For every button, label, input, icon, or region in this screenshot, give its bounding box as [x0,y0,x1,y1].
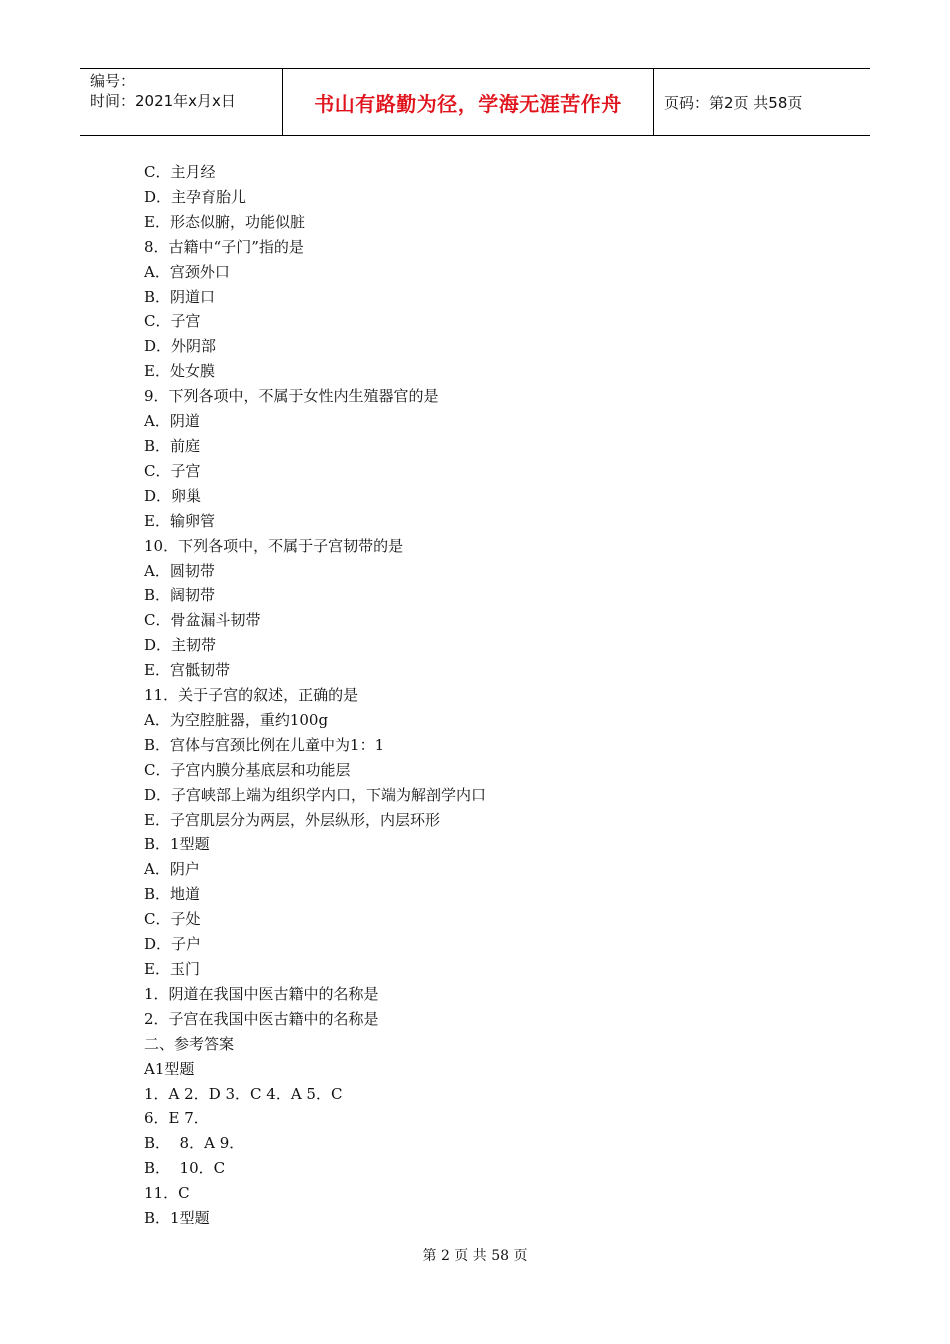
text-line: 2．子宫在我国中医古籍中的名称是 [144,1009,379,1028]
text-line: E．处女膜 [144,362,215,381]
text-line: A．阴道 [144,412,200,431]
text-line: 二、参考答案 [144,1034,235,1053]
footer-page-number: 第 2 页 共 58 页 [422,1248,528,1264]
text-line: C．子宫内膜分基底层和功能层 [144,760,351,779]
text-line: B．1型题 [144,835,210,854]
document-body [144,160,486,1231]
text-line: B． 10．C [144,1159,226,1178]
text-line: B．1型题 [144,1209,210,1228]
page-info: 页码：第2页 共58页 [664,93,803,112]
text-line: B．地道 [144,885,201,904]
text-line: 11．C [144,1184,190,1203]
text-line: C．骨盆漏斗韧带 [144,611,261,630]
text-line: D．主孕育胎儿 [144,187,247,206]
text-line: C．子宫 [144,461,201,480]
text-line: B． 8．A 9． [144,1134,245,1153]
text-line: 1．A 2．D 3．C 4．A 5．C [144,1084,343,1103]
text-line: B．阔韧带 [144,586,216,605]
page-header [80,68,870,136]
text-line: B．宫体与宫颈比例在儿童中为1：1 [144,735,385,754]
text-line: A．宫颈外口 [144,262,230,281]
text-line: E．玉门 [144,960,200,978]
text-line: A1型题 [144,1059,195,1078]
header-page-cell [654,69,870,135]
motto-text: 书山有路勤为径，学海无涯苦作舟 [314,91,622,116]
text-line: C．子处 [144,910,201,929]
text-line: B．前庭 [144,436,201,455]
text-line: E．形态似腑，功能似脏 [144,212,305,231]
text-line: E．宫骶韧带 [144,661,230,680]
header-meta [80,69,282,135]
text-line: C．主月经 [144,163,216,181]
text-line: E．输卵管 [144,511,215,530]
text-line: D．主韧带 [144,636,217,655]
text-line: 8．古籍中“子门”指的是 [144,237,304,256]
text-line: D．外阴部 [144,337,217,356]
text-line: A．圆韧带 [144,561,215,580]
text-line: 10．下列各项中，不属于子宫韧带的是 [144,536,404,555]
text-line: 1．阴道在我国中医古籍中的名称是 [144,984,379,1003]
text-line: E．子宫肌层分为两层，外层纵形，内层环形 [144,810,440,829]
text-line: 11．关于子宫的叙述，正确的是 [144,686,359,705]
page-footer [0,1246,950,1266]
text-line: 6．E 7． [144,1109,209,1128]
document-time-label: 时间：2021年x月x日 [90,92,236,110]
text-line: D．卵巢 [144,486,202,505]
text-line: A．为空腔脏器，重约100g [144,710,329,729]
text-line: D．子户 [144,935,202,954]
text-line: C．子宫 [144,312,201,331]
text-line: D．子宫峡部上端为组织学内口，下端为解剖学内口 [144,785,487,804]
text-line: 9．下列各项中，不属于女性内生殖器官的是 [144,387,439,406]
text-line: B．阴道口 [144,287,216,306]
text-line: A．阴户 [144,860,200,879]
document-number-label: 编号： [90,72,136,90]
header-motto-cell [282,69,654,135]
